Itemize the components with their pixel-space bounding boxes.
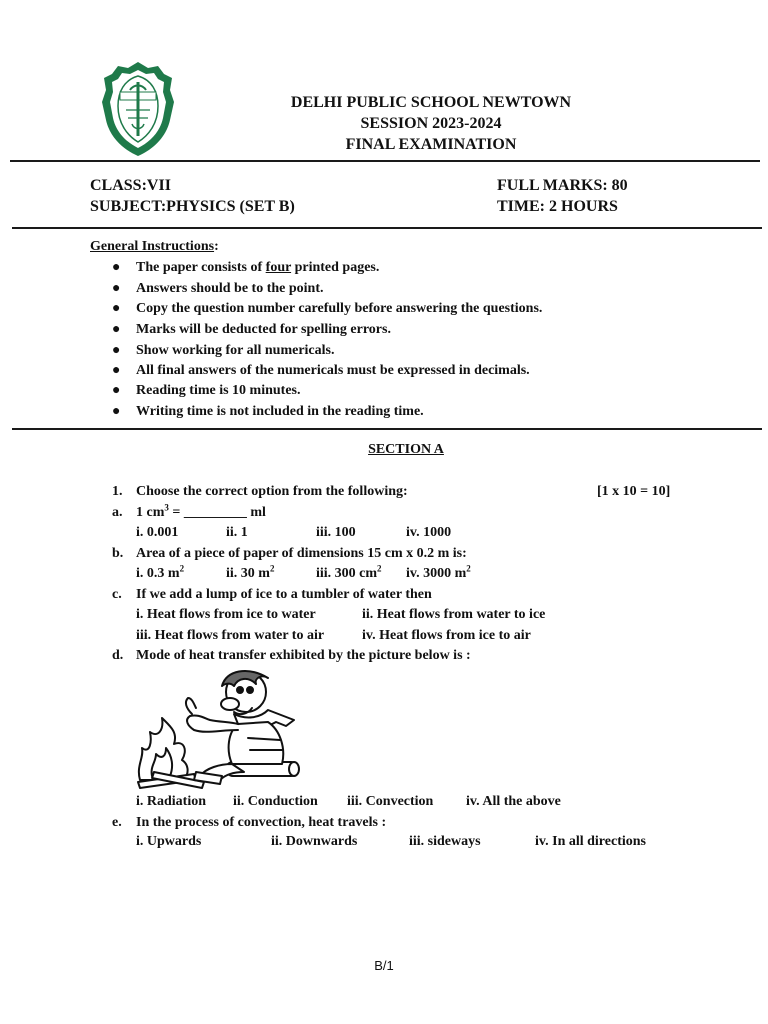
option: iv. 3000 $m^2$ (406, 563, 471, 581)
subquestion-text: In the process of convection, heat travels : (136, 815, 387, 830)
option: iv. 1000 (406, 525, 452, 540)
campfire-illustration (134, 668, 306, 790)
option: i. Upwards (136, 834, 202, 849)
page-number: B/1 (374, 958, 394, 973)
option: iii. 300 $cm^2$ (316, 563, 382, 581)
instruction-item: The paper consists of four printed pages. (136, 260, 380, 275)
bullet: ● (112, 363, 121, 378)
instructions-heading: General Instructions: (90, 239, 219, 254)
full-marks: FULL MARKS: 80 (497, 177, 628, 194)
option: iv. All the above (466, 794, 561, 809)
option: i. Heat flows from ice to water (136, 607, 316, 622)
instruction-item: Copy the question number carefully before answering the questions. (136, 301, 543, 316)
option: iii. sideways (409, 834, 481, 849)
bullet: ● (112, 301, 121, 316)
subquestion-text: Area of a piece of paper of dimensions 15 cm x 0.2 m is: (136, 546, 467, 561)
instruction-item: Show working for all numericals. (136, 343, 335, 358)
option: iii. Convection (347, 794, 434, 809)
option: ii. 1 (226, 525, 248, 540)
divider-meta (12, 227, 762, 229)
option: iii. Heat flows from water to air (136, 628, 325, 643)
option: ii. 30 $m^2$ (226, 563, 275, 581)
option: i. Radiation (136, 794, 207, 809)
option: iii. 100 (316, 525, 356, 540)
instruction-item: Marks will be deducted for spelling errors. (136, 322, 391, 337)
option: ii. Heat flows from water to ice (362, 607, 546, 622)
section-title: SECTION A (368, 442, 444, 457)
school-name: DELHI PUBLIC SCHOOL NEWTOWN (290, 94, 572, 111)
bullet: ● (112, 281, 121, 296)
subquestion-label: a. (112, 505, 123, 520)
instruction-item: Answers should be to the point. (136, 281, 324, 296)
subquestion-text: 1 $cm^3$ = _________ ml (136, 502, 266, 520)
subquestion-text: If we add a lump of ice to a tumbler of water then (136, 587, 432, 602)
divider-instructions (12, 428, 762, 430)
session: SESSION 2023-2024 (360, 115, 502, 132)
option: iv. Heat flows from ice to air (362, 628, 531, 643)
option: i. 0.3 $m^2$ (136, 563, 185, 581)
instruction-item: Reading time is 10 minutes. (136, 383, 301, 398)
subquestion-text: Mode of heat transfer exhibited by the picture below is : (136, 648, 471, 663)
bullet: ● (112, 404, 121, 419)
option: i. 0.001 (136, 525, 179, 540)
option: ii. Downwards (271, 834, 358, 849)
instruction-item: All final answers of the numericals must be expressed in decimals. (136, 363, 530, 378)
bullet: ● (112, 260, 121, 275)
subquestion-label: c. (112, 587, 122, 602)
bullet: ● (112, 383, 121, 398)
bullet: ● (112, 343, 121, 358)
subject-label: SUBJECT:PHYSICS (SET B) (90, 198, 295, 215)
subquestion-label: d. (112, 648, 124, 663)
question-text: Choose the correct option from the following: (136, 484, 408, 499)
bullet: ● (112, 322, 121, 337)
divider-top (10, 160, 760, 162)
question-marks: [1 x 10 = 10] (597, 484, 671, 499)
instruction-item: Writing time is not included in the reading time. (136, 404, 424, 419)
option: iv. In all directions (535, 834, 646, 849)
class-label: CLASS:VII (90, 177, 171, 194)
subquestion-label: b. (112, 546, 124, 561)
time-label: TIME: 2 HOURS (497, 198, 618, 215)
exam-title: FINAL EXAMINATION (345, 136, 517, 153)
subquestion-label: e. (112, 815, 122, 830)
option: ii. Conduction (233, 794, 318, 809)
question-number: 1. (112, 484, 123, 499)
